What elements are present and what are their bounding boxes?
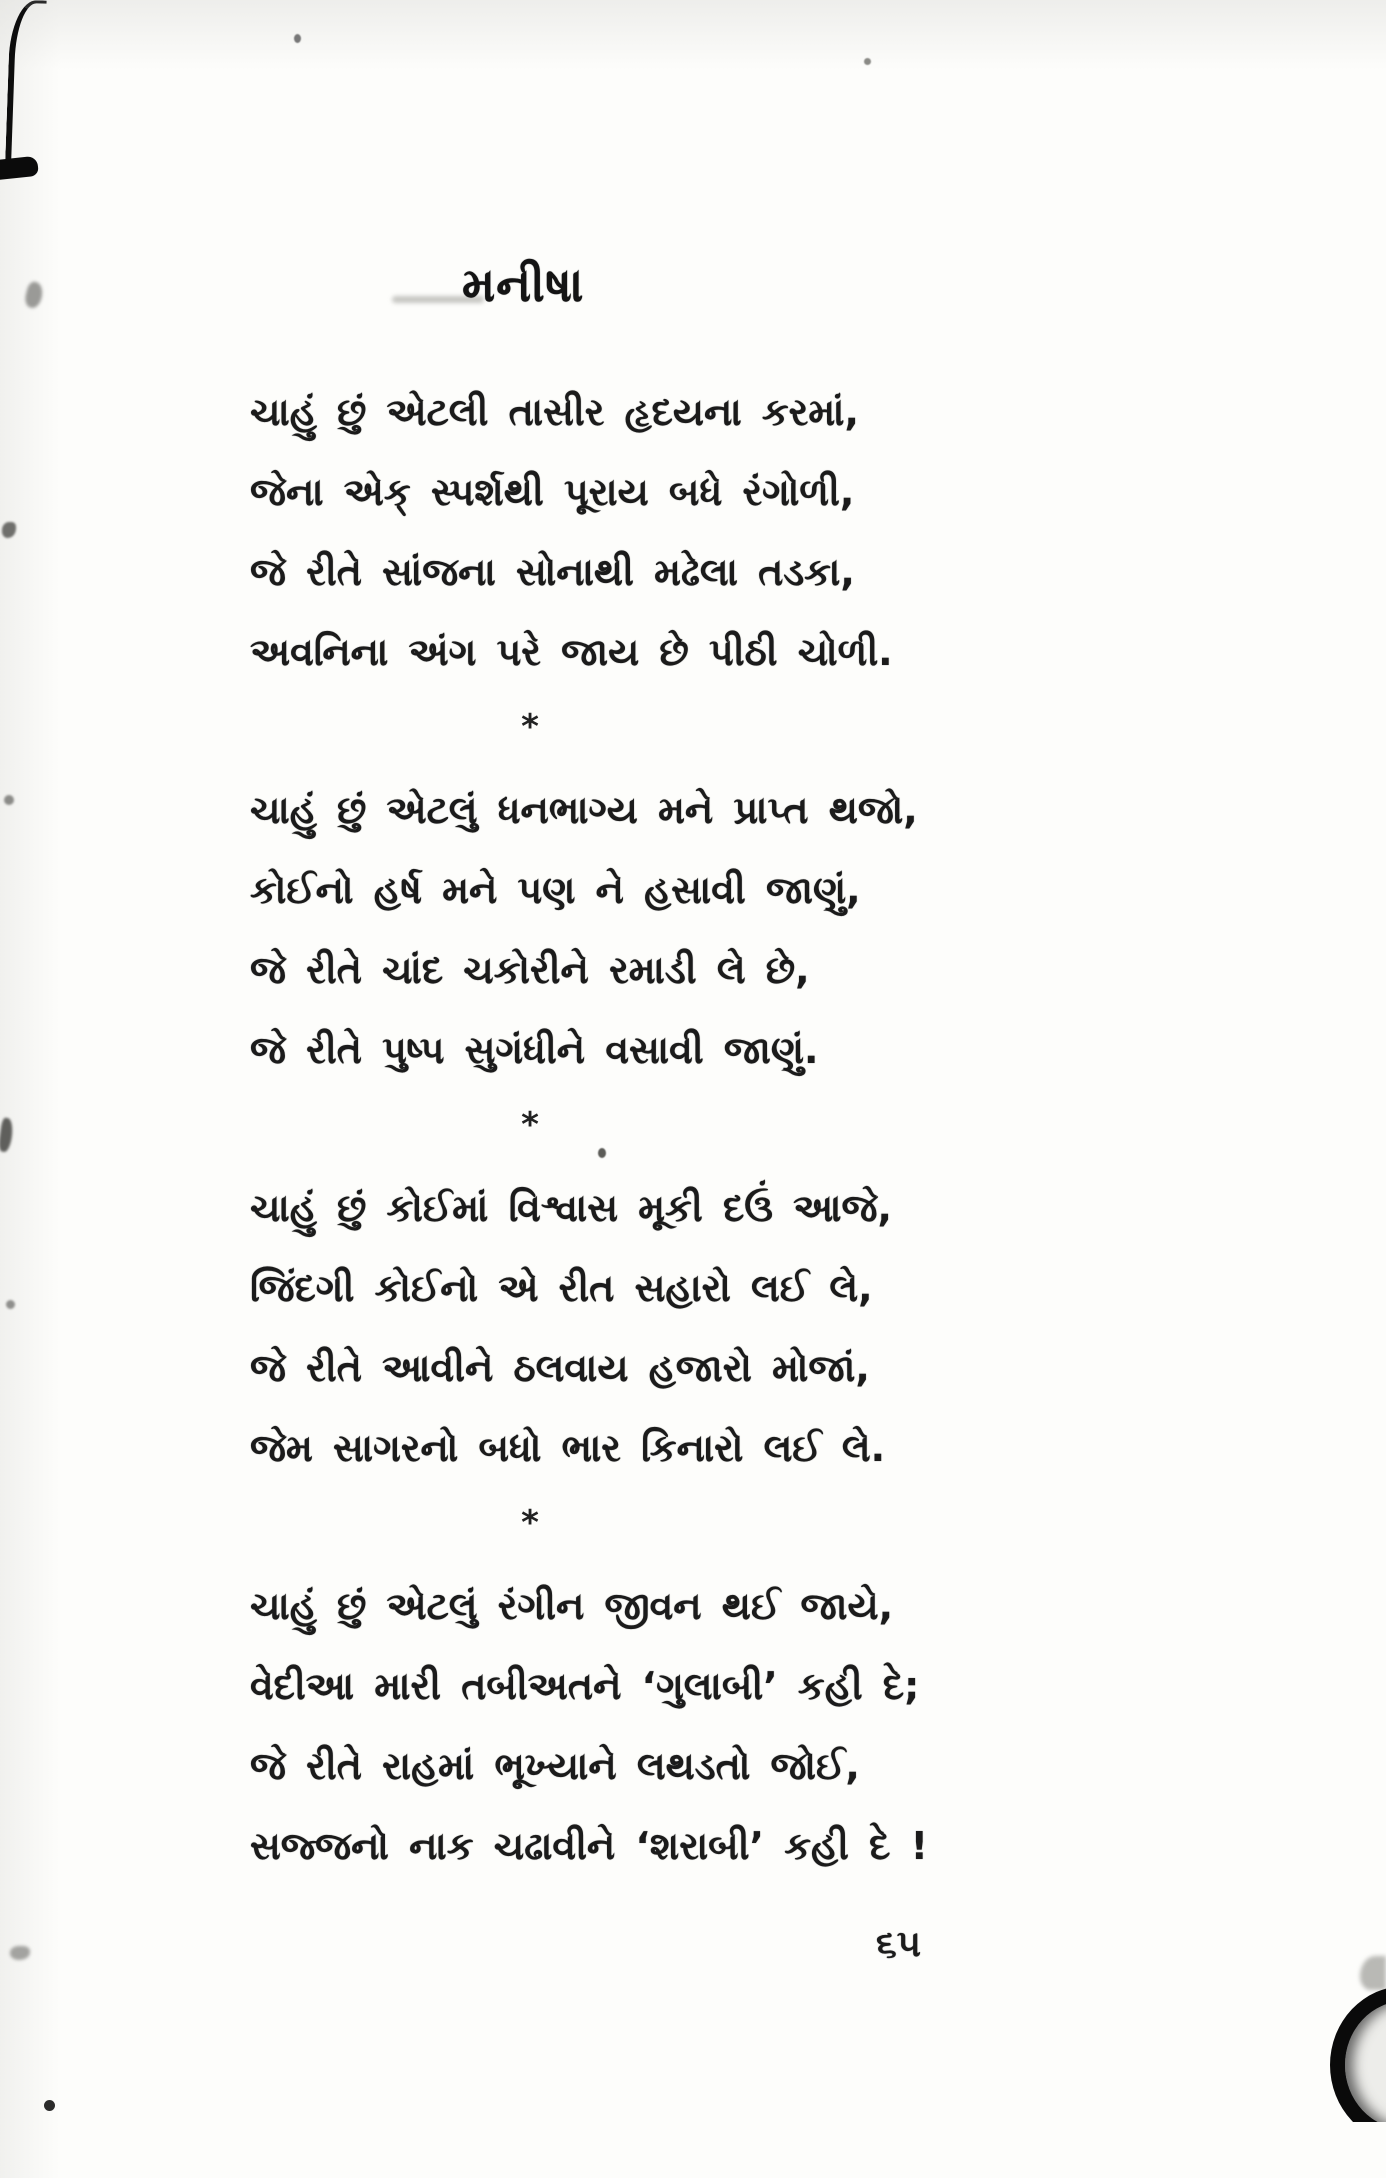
poem-line: કોઈનો હર્ષ મને પણ ને હસાવી જાણું, <box>250 868 861 912</box>
poem-line: જેમ સાગરનો બધો ભાર કિનારો લઈ લે. <box>250 1426 886 1470</box>
stanza-separator: * <box>521 1503 539 1543</box>
poem-line: ચાહું છું કોઈમાં વિશ્વાસ મૂકી દઉં આજે, <box>250 1186 892 1230</box>
poem-line: જિંદગી કોઈનો એ રીત સહારો લઈ લે, <box>250 1266 873 1310</box>
scan-artifact-speck <box>864 58 871 65</box>
stanza-1 <box>250 372 1050 692</box>
poem-line: જે રીતે સાંજના સોનાથી મઢેલા તડકા, <box>250 550 855 594</box>
scan-artifact-topleft-curve <box>5 0 47 162</box>
scan-artifact-mark <box>2 522 16 538</box>
scan-artifact-mark <box>6 1300 15 1309</box>
stanza-4 <box>250 1566 1050 1886</box>
poem-line: સજ્જનો નાક ચઢાવીને ‘શરાબી’ કહી દે ! <box>250 1824 928 1868</box>
stanza-separator: * <box>521 707 539 747</box>
scan-artifact-left-bar <box>0 156 39 180</box>
scan-artifact-mark <box>10 1946 30 1960</box>
poem-line: જે રીતે આવીને ઠલવાય હજારો મોજાં, <box>250 1346 870 1390</box>
poem-title: મનીષા <box>462 258 585 313</box>
scan-artifact-page-curl <box>1324 1982 1386 2122</box>
page-curl-shape <box>1330 1986 1386 2122</box>
scan-artifact-smudge <box>23 280 45 309</box>
poem-line: ચાહું છું એટલું ધનભાગ્ય મને પ્રાપ્ત થજો, <box>250 788 918 832</box>
scan-artifact-mark <box>4 795 14 805</box>
stanza-separator: * <box>521 1105 539 1145</box>
poem-line: ચાહું છું એટલું રંગીન જીવન થઈ જાયે, <box>250 1584 894 1628</box>
stanza-3 <box>250 1168 1050 1488</box>
scan-artifact-mark <box>0 1117 14 1152</box>
poem-line: વેદીઆ મારી તબીઅતને ‘ગુલાબી’ કહી દે; <box>250 1664 920 1708</box>
stanza-2 <box>250 770 1050 1090</box>
poem-line: જે રીતે પુષ્પ સુગંધીને વસાવી જાણું. <box>250 1028 819 1072</box>
poem-line: ચાહું છું એટલી તાસીર હૃદયના કરમાં, <box>250 390 859 434</box>
poem-line: અવનિના અંગ પરે જાય છે પીઠી ચોળી. <box>250 630 893 674</box>
poem-line: જે રીતે રાહમાં ભૂખ્યાને લથડતો જોઈ, <box>250 1744 860 1788</box>
poem-body <box>250 372 1050 1886</box>
poem-line: જેના એક્ સ્પર્શથી પૂરાય બધે રંગોળી, <box>250 470 855 514</box>
scan-artifact-dot <box>44 2100 55 2111</box>
scan-artifact-speck <box>294 34 301 43</box>
poem-line: જે રીતે ચાંદ ચકોરીને રમાડી લે છે, <box>250 948 810 992</box>
page-number: ૬૫ <box>876 1922 922 1965</box>
